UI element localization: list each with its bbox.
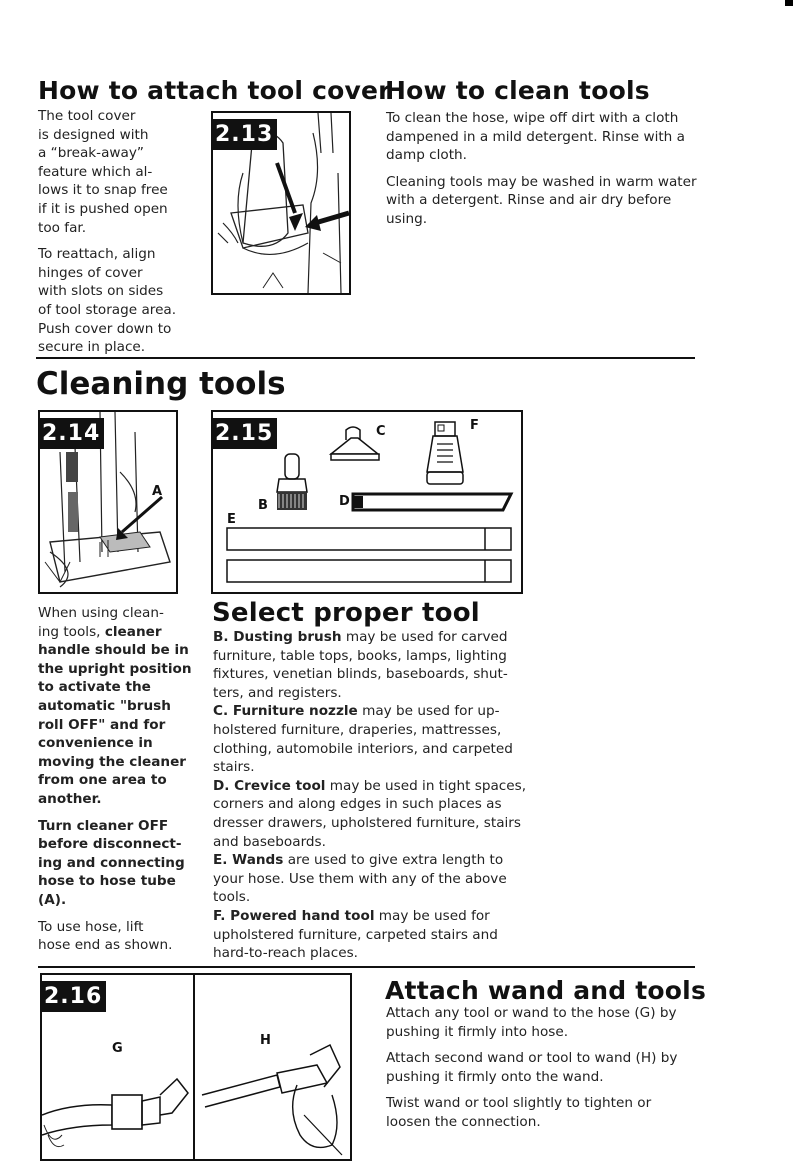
section-divider (38, 966, 695, 968)
tool-item-wands: E. Wands are used to give extra length to your hose. Use them with any of the above tools. (213, 852, 507, 906)
figure-tag: 2.13 (211, 119, 277, 150)
attach-wand-title: Attach wand and tools (385, 976, 707, 1005)
cleaning-tools-title: Cleaning tools (36, 366, 286, 402)
label-d: D (339, 494, 350, 509)
clean-tools-title: How to clean tools (385, 76, 650, 105)
label-h: H (260, 1033, 271, 1048)
select-tool-text (213, 628, 543, 963)
figure-2-16 (40, 973, 352, 1161)
tool-item-furniture-nozzle: C. Furniture nozzle may be used for up- holstered furniture, draperies, mattresses, clothing, automobile interiors, and carpeted stairs. (213, 703, 513, 776)
figure-2-13 (211, 111, 351, 295)
page-corner-mark (785, 0, 793, 6)
figure-tag: 2.14 (38, 418, 104, 449)
label-a: A (152, 484, 163, 499)
label-g: G (112, 1041, 123, 1056)
tool-item-dusting-brush: B. Dusting brush may be used for carved furniture, table tops, books, lamps, lighting fixtures, venetian blinds, baseboards, shut- ters, and registers. (213, 629, 508, 701)
cleaning-tools-left-text: When using clean- ing tools, cleaner handle should be in the upright position to activate the automatic "brush roll OFF" and for convenience in moving the cleaner from one area to another. Turn cleaner OFF before disconnect- ing and connecting hose to hose tube (A). To use hose, lift hose end as shown. (38, 605, 192, 954)
figure-2-14 (38, 410, 178, 594)
attach-cover-text: The tool cover is designed with a “break-away” feature which al- lows it to snap free if it is pushed open too far. To reattach, align hinges of cover with slots on sides of tool storage area. Push cover down to secure in place. (38, 108, 177, 356)
clean-tools-text: To clean the hose, wipe off dirt with a cloth dampened in a mild detergent. Rinse with a damp cloth. Cleaning tools may be washed in warm water with a detergent. Rinse and air dry before using. (386, 110, 697, 227)
attach-cover-title: How to attach tool cover (38, 76, 391, 105)
label-c: C (376, 424, 386, 439)
select-tool-title: Select proper tool (212, 598, 480, 628)
tool-item-powered-hand-tool: F. Powered hand tool may be used for upholstered furniture, carpeted stairs and hard-to-reach places. (213, 907, 498, 962)
attach-wand-text: Attach any tool or wand to the hose (G) by pushing it firmly into hose. Attach second wand or tool to wand (H) by pushing it firmly onto the wand. Twist wand or tool slightly to tighten or loosen the connection. (386, 1005, 678, 1130)
label-f: F (470, 418, 479, 433)
figure-tag: 2.16 (40, 981, 106, 1012)
section-divider (36, 357, 695, 359)
label-e: E (227, 512, 236, 527)
label-b: B (258, 498, 268, 513)
figure-2-15 (211, 410, 523, 594)
tool-item-crevice-tool: D. Crevice tool may be used in tight spaces, corners and along edges in such places as dresser drawers, upholstered furniture, stairs and baseboards. (213, 777, 527, 850)
figure-tag: 2.15 (211, 418, 277, 449)
